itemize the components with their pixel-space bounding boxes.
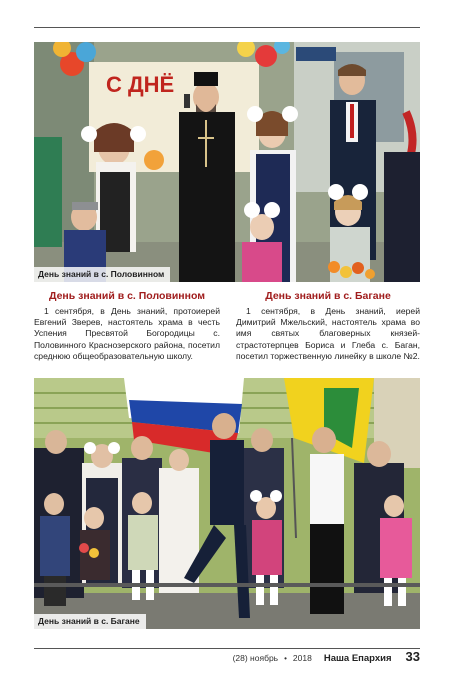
article-body: 1 сентября, в День знаний, иерей Димитрий Мжельский, настоятель храма во имя святых благоверных князей-страстотерпцев Бориса и Глеба с. Баган, посетил торжественную линейку в школе №2. xyxy=(236,306,420,361)
photo-caption: День знаний в с. Багане xyxy=(34,614,146,629)
article-bagan xyxy=(236,290,420,362)
photo-caption: День знаний в с. Половинном xyxy=(34,267,170,282)
separator-dot-icon: • xyxy=(284,654,287,663)
photo-polovinnoe xyxy=(34,42,420,282)
article-title: День знаний в с. Багане xyxy=(265,290,391,302)
page-number: 33 xyxy=(405,649,420,664)
magazine-title: Наша Епархия xyxy=(323,653,392,664)
banner-text: С ДНЁ xyxy=(106,72,175,97)
article-body: 1 сентября, в День знаний, протоиерей Евгений Зверев, настоятель храма в честь Успения Пресвятой Богородицы с. Половинного Краснозерского района, посетил среднюю общеобразовательную школу. xyxy=(34,306,220,361)
issue-label: (28) ноябрь xyxy=(232,653,279,663)
photo-bagan xyxy=(34,378,420,629)
article-polovinnoe xyxy=(34,290,220,362)
top-rule xyxy=(34,27,420,28)
page-footer xyxy=(233,649,420,665)
article-title: День знаний в с. Половинном xyxy=(48,290,206,302)
issue-year: 2018 xyxy=(292,653,312,663)
